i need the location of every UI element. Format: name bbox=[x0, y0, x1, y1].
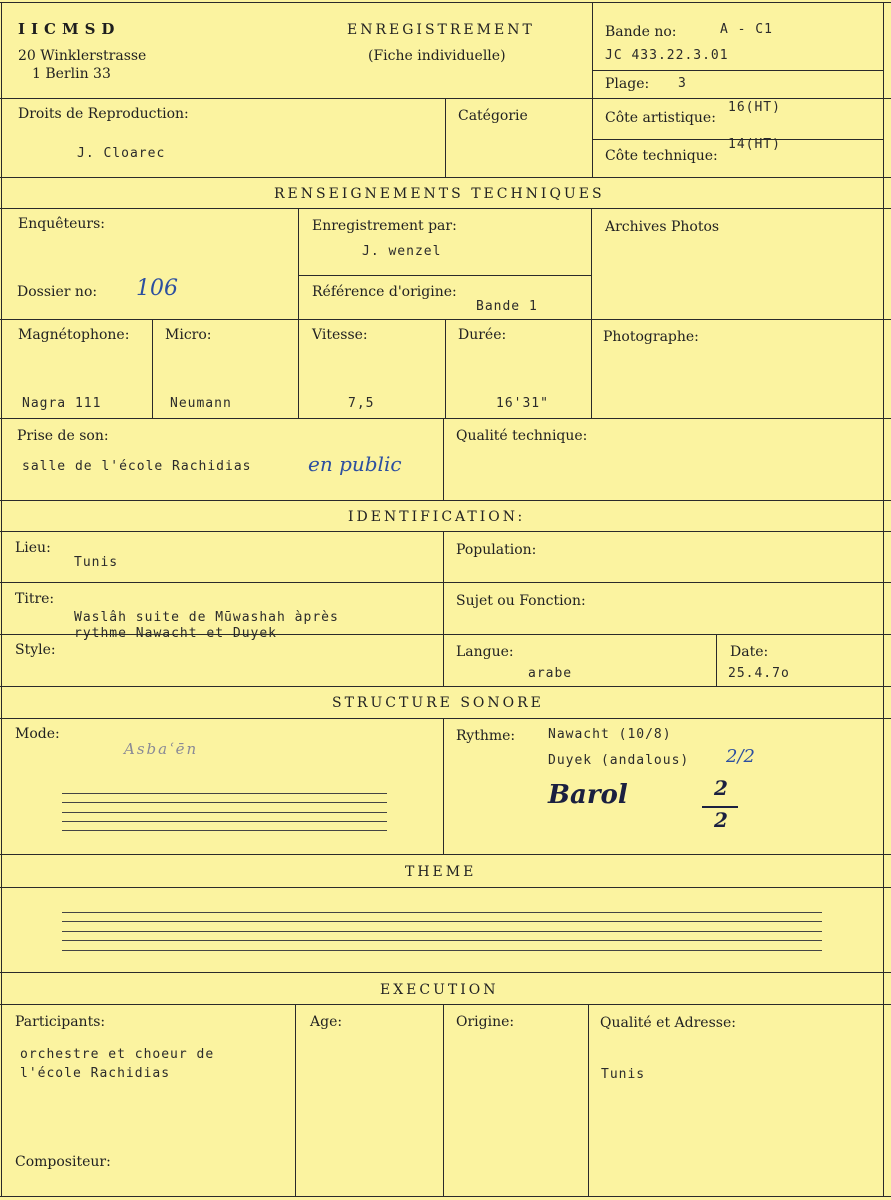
address-line-1: 20 Winklerstrasse bbox=[18, 48, 147, 64]
rule-theme-title bbox=[0, 887, 891, 888]
bande-value: A - C1 bbox=[720, 22, 773, 37]
vrule-qualite bbox=[443, 418, 444, 500]
vitesse-label: Vitesse: bbox=[312, 327, 368, 343]
section-theme-title: THEME bbox=[405, 864, 477, 880]
org-logo: IICMSD bbox=[18, 20, 121, 38]
duree-value: 16'31" bbox=[496, 396, 549, 411]
date-value: 25.4.7o bbox=[728, 666, 790, 681]
archives-label: Archives Photos bbox=[605, 219, 720, 235]
vrule-qualite-adresse bbox=[588, 1004, 589, 1196]
rythme-label: Rythme: bbox=[456, 728, 516, 744]
duree-label: Durée: bbox=[458, 327, 507, 343]
reference-label: Référence d'origine: bbox=[312, 284, 457, 300]
style-label: Style: bbox=[15, 642, 56, 658]
titre-value-1: Waslâh suite de Mūwashah àprès bbox=[74, 610, 339, 625]
vrule-enregistrement bbox=[298, 208, 299, 418]
mode-label: Mode: bbox=[15, 726, 60, 742]
rythme-handwritten-2: 2/2 bbox=[726, 746, 755, 767]
sujet-label: Sujet ou Fonction: bbox=[456, 593, 586, 609]
mode-line-1 bbox=[62, 793, 387, 794]
section-execution-title: EXECUTION bbox=[380, 982, 499, 998]
qualite-adresse-value: Tunis bbox=[601, 1067, 646, 1082]
droits-value: J. Cloarec bbox=[77, 146, 166, 161]
participants-value-2: l'école Rachidias bbox=[20, 1066, 171, 1081]
origine-label: Origine: bbox=[456, 1014, 515, 1030]
titre-label: Titre: bbox=[15, 591, 55, 607]
form-title: ENREGISTREMENT bbox=[347, 22, 535, 38]
rule-style bbox=[0, 686, 891, 687]
photographe-label: Photographe: bbox=[603, 329, 699, 345]
rule-top bbox=[0, 2, 891, 3]
cote-technique-label: Côte technique: bbox=[605, 148, 718, 164]
rythme-handwritten-3: Barol bbox=[548, 780, 628, 810]
vrule-categorie bbox=[445, 98, 446, 177]
population-label: Population: bbox=[456, 542, 537, 558]
theme-line-2 bbox=[62, 921, 822, 922]
bande-label: Bande no: bbox=[605, 24, 677, 40]
prise-value: salle de l'école Rachidias bbox=[22, 459, 252, 474]
vrule-micro bbox=[152, 319, 153, 418]
compositeur-label: Compositeur: bbox=[15, 1154, 111, 1170]
vrule-structure bbox=[443, 718, 444, 854]
magneto-label: Magnétophone: bbox=[18, 327, 130, 343]
rule-plage bbox=[592, 70, 883, 71]
rule-tech-title bbox=[0, 208, 891, 209]
rule-magneto bbox=[0, 418, 891, 419]
rule-prise bbox=[0, 500, 891, 501]
vrule-age bbox=[295, 1004, 296, 1196]
rythme-value-2: Duyek (andalous) bbox=[548, 753, 690, 768]
rule-exec-title bbox=[0, 1004, 891, 1005]
enregistrement-value: J. wenzel bbox=[362, 244, 442, 259]
plage-value: 3 bbox=[678, 76, 687, 91]
langue-value: arabe bbox=[528, 666, 573, 681]
rule-enregistrement bbox=[298, 275, 591, 276]
reference-value: Bande 1 bbox=[476, 299, 538, 314]
rule-lieu bbox=[0, 582, 891, 583]
vrule-archives bbox=[591, 208, 592, 418]
mode-line-4 bbox=[62, 821, 387, 822]
enregistrement-label: Enregistrement par: bbox=[312, 218, 457, 234]
rule-structure-bottom bbox=[0, 854, 891, 855]
section-structure-title: STRUCTURE SONORE bbox=[332, 695, 544, 711]
rule-rights-bottom bbox=[0, 177, 891, 178]
dossier-value: 106 bbox=[136, 276, 178, 301]
theme-line-3 bbox=[62, 931, 822, 932]
dossier-label: Dossier no: bbox=[17, 284, 98, 300]
vrule-header bbox=[592, 2, 593, 177]
theme-line-4 bbox=[62, 940, 822, 941]
langue-label: Langue: bbox=[456, 644, 514, 660]
vitesse-value: 7,5 bbox=[348, 396, 375, 411]
droits-label: Droits de Reproduction: bbox=[18, 106, 189, 122]
plage-label: Plage: bbox=[605, 76, 650, 92]
form-subtitle: (Fiche individuelle) bbox=[368, 48, 506, 64]
rythme-fraction-numerator: 2 bbox=[714, 776, 728, 800]
cote-artistique-label: Côte artistique: bbox=[605, 110, 716, 126]
address-line-2: 1 Berlin 33 bbox=[32, 66, 111, 82]
mode-line-5 bbox=[62, 830, 387, 831]
qualite-adresse-label: Qualité et Adresse: bbox=[600, 1015, 736, 1031]
rule-right bbox=[883, 2, 884, 1196]
rule-structure-title bbox=[0, 718, 891, 719]
cote-artistique-value: 16(HT) bbox=[728, 100, 781, 115]
mode-line-2 bbox=[62, 802, 387, 803]
qualite-technique-label: Qualité technique: bbox=[456, 428, 588, 444]
mode-handwritten: Asbaʿēn bbox=[124, 740, 199, 758]
participants-label: Participants: bbox=[15, 1014, 106, 1030]
vrule-origine bbox=[443, 1004, 444, 1196]
ref-value: JC 433.22.3.01 bbox=[605, 48, 729, 63]
date-label: Date: bbox=[730, 644, 769, 660]
age-label: Age: bbox=[310, 1014, 343, 1030]
section-technique-title: RENSEIGNEMENTS TECHNIQUES bbox=[274, 186, 605, 202]
rule-left bbox=[1, 2, 2, 1196]
vrule-ident bbox=[443, 531, 444, 686]
section-identification-title: IDENTIFICATION: bbox=[348, 509, 526, 525]
magneto-value: Nagra 111 bbox=[22, 396, 102, 411]
rule-bottom bbox=[0, 1196, 891, 1197]
vrule-date bbox=[716, 634, 717, 686]
titre-value-2: rythme Nawacht et Duyek bbox=[74, 626, 278, 641]
rythme-value-1: Nawacht (10/8) bbox=[548, 727, 672, 742]
micro-value: Neumann bbox=[170, 396, 232, 411]
categorie-label: Catégorie bbox=[458, 108, 528, 124]
prise-label: Prise de son: bbox=[17, 428, 109, 444]
rule-theme-bottom bbox=[0, 972, 891, 973]
rythme-fraction-denominator: 2 bbox=[714, 808, 728, 832]
rule-ident-title bbox=[0, 531, 891, 532]
participants-value-1: orchestre et choeur de bbox=[20, 1047, 215, 1062]
mode-line-3 bbox=[62, 812, 387, 813]
vrule-duree bbox=[445, 319, 446, 418]
lieu-label: Lieu: bbox=[15, 540, 51, 556]
enqueteurs-label: Enquêteurs: bbox=[18, 216, 106, 232]
theme-line-1 bbox=[62, 912, 822, 913]
micro-label: Micro: bbox=[165, 327, 212, 343]
prise-handwritten: en public bbox=[308, 452, 402, 476]
theme-line-5 bbox=[62, 950, 822, 951]
lieu-value: Tunis bbox=[74, 555, 119, 570]
cote-technique-value: 14(HT) bbox=[728, 137, 781, 152]
